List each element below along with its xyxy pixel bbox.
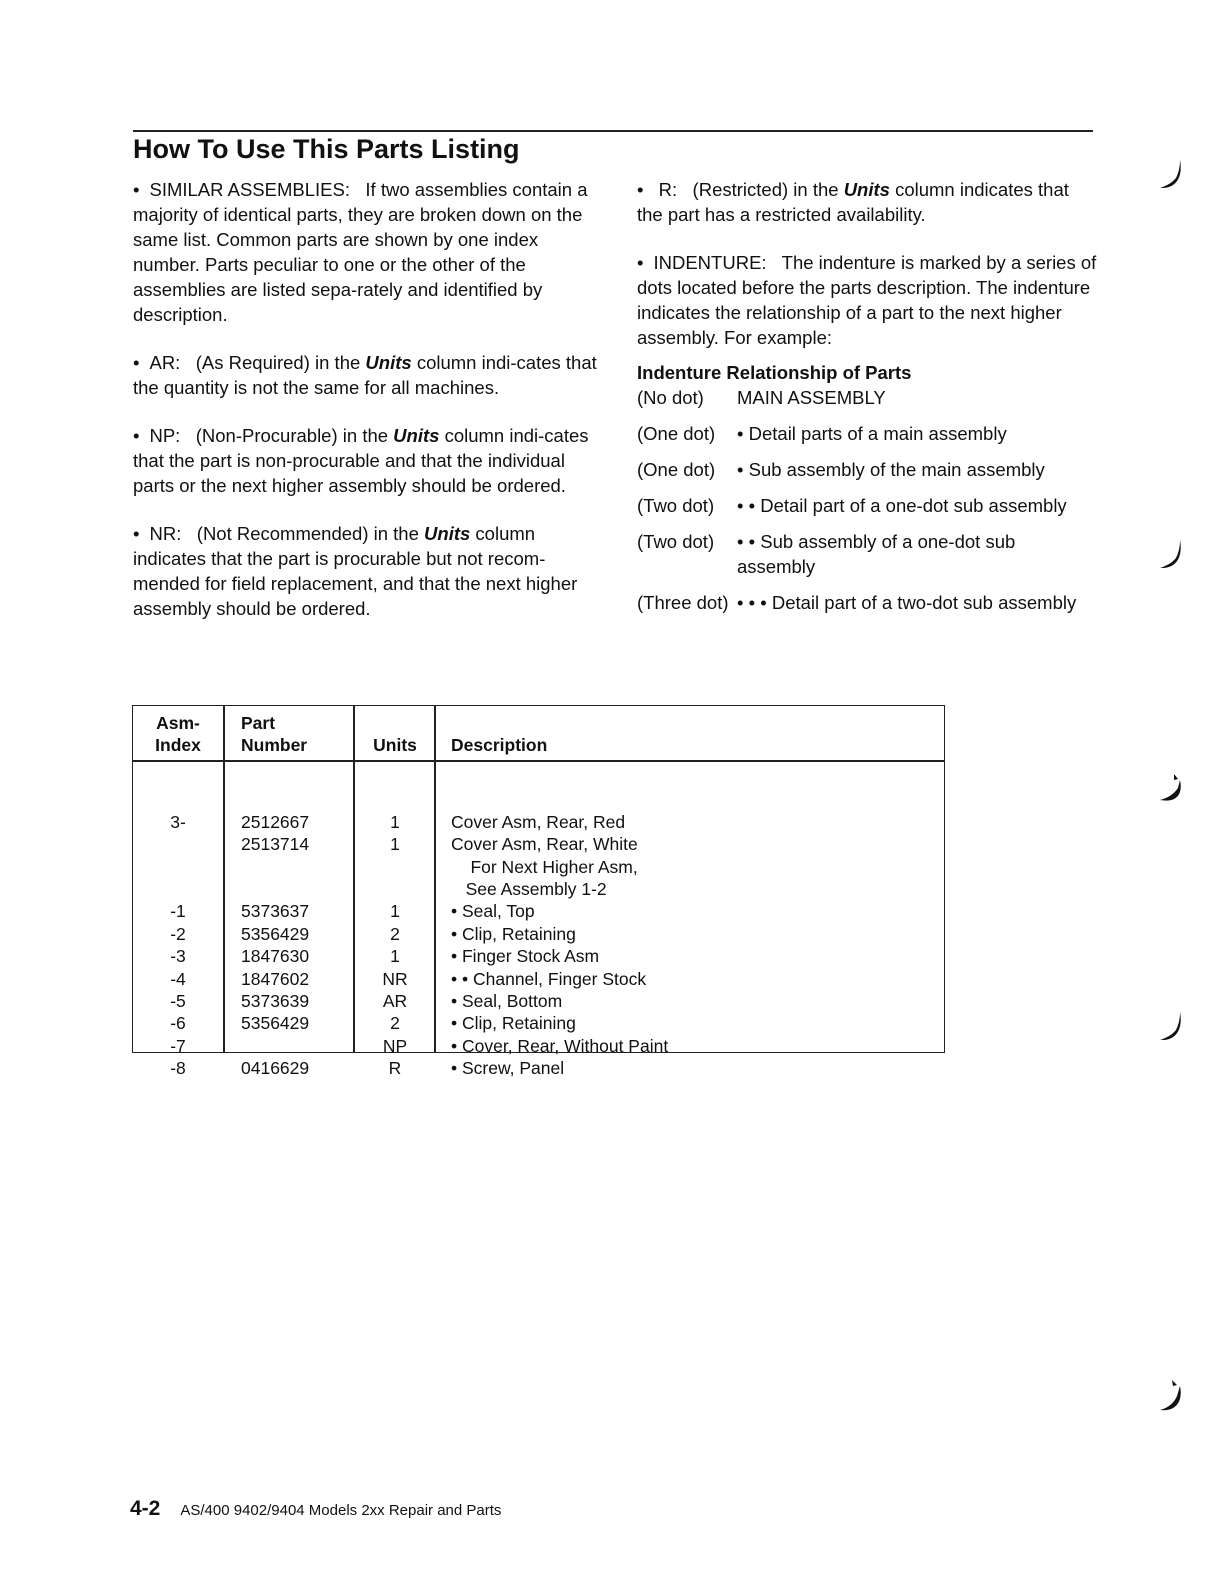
book-title: AS/400 9402/9404 Models 2xx Repair and Parts (180, 1502, 502, 1519)
binder-hole-mark (1150, 1378, 1188, 1416)
header-part-number: Part Number (241, 713, 308, 755)
indenture-row: (Three dot) • • • Detail part of a two-dot sub assembly (637, 592, 1077, 613)
indenture-row: (One dot) • Sub assembly of the main assembly (637, 459, 1045, 480)
indenture-heading: Indenture Relationship of Parts (637, 362, 912, 383)
indenture-list (637, 385, 1097, 615)
para-nr: • NR: (Not Recommended) in the Units column indicates that the part is procurable but not recom-mended for field replacement, and that the next higher assembly should be ordered. (133, 523, 578, 619)
indenture-row: (One dot) • Detail parts of a main assembly (637, 423, 1007, 444)
header-description: Description (451, 735, 548, 755)
binder-hole-mark (1150, 1008, 1188, 1046)
para-similar: • SIMILAR ASSEMBLIES: If two assemblies contain a majority of identical parts, they are broken down on the same list. Common parts are shown by one index number. Parts peculiar to one or the other of the assemblies are listed sepa-rately and identified by description. (133, 179, 588, 325)
binder-hole-mark (1150, 156, 1188, 194)
parts-table (132, 705, 945, 1079)
para-ar: • AR: (As Required) in the Units column indi-cates that the quantity is not the same for all machines. (133, 352, 597, 398)
header-units: Units (373, 735, 417, 755)
indenture-row: (Two dot) • • Detail part of a one-dot sub assembly (637, 495, 1067, 516)
col-description: Cover Asm, Rear, Red Cover Asm, Rear, White For Next Higher Asm, See Assembly 1-2 • Seal, Top • Clip, Retaining • Finger Stock Asm • • Channel, Finger Stock • Seal, Bottom • Clip, Retaining • Cover, Rear, Without Paint • Screw, Panel (451, 811, 669, 1079)
page-title: How To Use This Parts Listing (133, 134, 520, 164)
para-indenture: • INDENTURE: The indenture is marked by a series of dots located before the parts description. The indenture indicates the relationship of a part to the next higher assembly. For example: (637, 252, 1097, 348)
indenture-row: (Two dot) • • Sub assembly of a one-dot sub assembly (637, 531, 1016, 577)
left-column (133, 177, 598, 621)
para-r: • R: (Restricted) in the Units column indicates that the part has a restricted availability. (637, 179, 1069, 225)
col-part-number: 2512667 2513714 5373637 5356429 1847630 1847602 5373639 5356429 0416629 (241, 811, 310, 1079)
header-index: Asm- Index (155, 713, 201, 755)
binder-hole-mark (1150, 536, 1188, 574)
top-rule (133, 130, 1093, 132)
col-units: 1 1 1 2 1 NR AR 2 NP R (382, 811, 408, 1079)
para-np: • NP: (Non-Procurable) in the Units column indi-cates that the part is non-procurable and that the individual parts or the next higher assembly should be ordered. (133, 425, 589, 496)
indenture-row: (No dot) MAIN ASSEMBLY (637, 387, 886, 408)
page-number: 4-2 (130, 1497, 161, 1520)
page-footer (130, 1497, 501, 1521)
col-index: 3- -1 -2 -3 -4 -5 -6 -7 -8 (170, 811, 186, 1079)
right-column (637, 177, 1097, 626)
binder-hole-mark (1150, 770, 1188, 808)
